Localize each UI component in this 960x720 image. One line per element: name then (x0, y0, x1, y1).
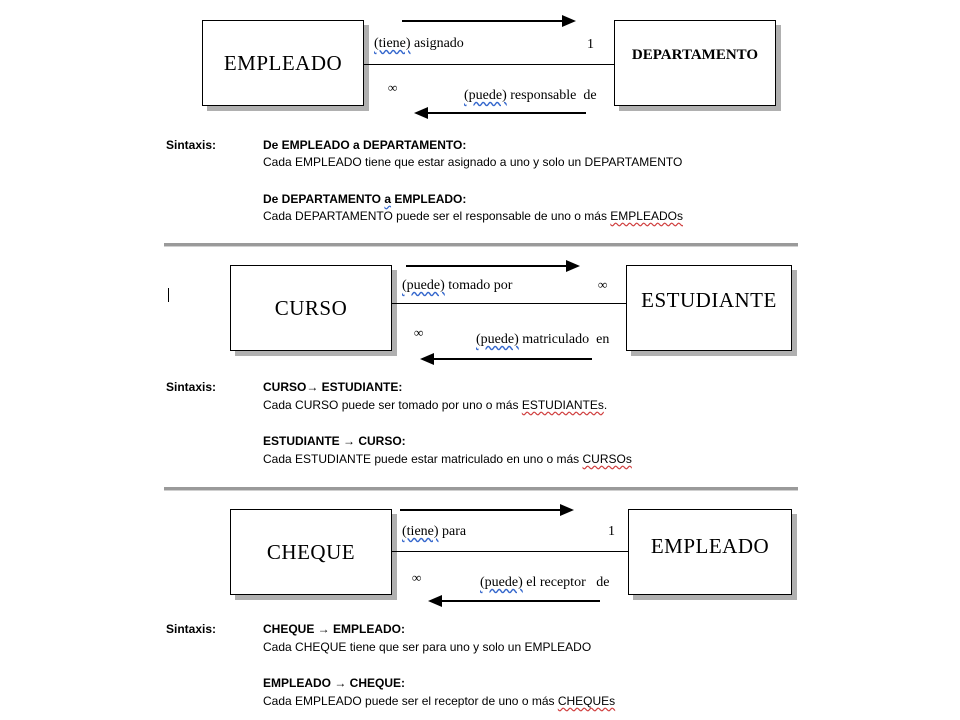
section-divider (164, 243, 798, 247)
arrow-left-head-icon (428, 595, 442, 607)
rule2-title: De DEPARTAMENTO a EMPLEADO: (263, 192, 467, 206)
rule2-title: ESTUDIANTE → CURSO: (263, 434, 406, 448)
arrow-right-head-icon (560, 504, 574, 516)
relationship-line (392, 303, 626, 304)
rule1-title: De EMPLEADO a DEPARTAMENTO: (263, 138, 467, 152)
arrow-right-shaft (402, 20, 564, 22)
relationship-line (392, 551, 628, 552)
rule2-text: Cada DEPARTAMENTO puede ser el responsable de uno o más EMPLEADOs (263, 209, 683, 223)
entity-box-curso (230, 265, 392, 351)
syntax-label: Sintaxis: (166, 622, 217, 636)
section-divider (164, 487, 798, 491)
top-relationship-label: (puede) tomado por (402, 278, 513, 293)
cardinality-bottom: ∞ (414, 325, 424, 340)
arrow-right-head-icon (562, 15, 576, 27)
entity-box-empleado (202, 20, 364, 106)
rule1-title: CURSO→ ESTUDIANTE: (263, 380, 403, 394)
rule2-text: Cada EMPLEADO puede ser el receptor de uno o más CHEQUEs (263, 694, 616, 708)
bottom-relationship-label: (puede) el receptor de (480, 575, 610, 590)
entity-label: ESTUDIANTE (641, 288, 777, 312)
entity-label: EMPLEADO (650, 534, 770, 558)
arrow-right-shaft (400, 509, 562, 511)
rule1-text: Cada CHEQUE tiene que ser para uno y solo un EMPLEADO (263, 640, 592, 654)
rule1-title: CHEQUE → EMPLEADO: (263, 622, 406, 636)
arrow-left-head-icon (414, 107, 428, 119)
text-cursor (168, 288, 169, 302)
rule2-text: Cada ESTUDIANTE puede estar matriculado en uno o más CURSOs (263, 452, 632, 466)
entity-box-departamento (614, 20, 776, 106)
entity-label: DEPARTAMENTO (631, 47, 759, 63)
syntax-label: Sintaxis: (166, 138, 217, 152)
bottom-relationship-label: (puede) matriculado en (476, 332, 610, 347)
cardinality-top: 1 (608, 524, 615, 539)
top-relationship-label: (tiene) asignado (374, 36, 464, 51)
rule2-title: EMPLEADO → CHEQUE: (263, 676, 406, 690)
rule1-text: Cada EMPLEADO tiene que estar asignado a uno y solo un DEPARTAMENTO (263, 155, 683, 169)
arrow-left-shaft (428, 112, 586, 114)
arrow-right-shaft (406, 265, 568, 267)
top-relationship-label: (tiene) para (402, 524, 467, 539)
cardinality-bottom: ∞ (412, 570, 422, 585)
cardinality-bottom: ∞ (388, 80, 398, 95)
entity-label: CURSO (274, 295, 348, 320)
arrow-left-shaft (442, 600, 600, 602)
bottom-relationship-label: (puede) responsable de (464, 88, 597, 103)
entity-box-estudiante (626, 265, 792, 351)
entity-label: EMPLEADO (223, 50, 343, 75)
rule1-text: Cada CURSO puede ser tomado por uno o más ESTUDIANTEs. (263, 398, 608, 412)
cardinality-top: ∞ (598, 277, 608, 292)
syntax-label: Sintaxis: (166, 380, 217, 394)
arrow-right-head-icon (566, 260, 580, 272)
entity-label: CHEQUE (266, 539, 356, 564)
relationship-line (364, 64, 614, 65)
arrow-left-shaft (434, 358, 592, 360)
entity-box-empleado (628, 509, 792, 595)
arrow-left-head-icon (420, 353, 434, 365)
entity-box-cheque (230, 509, 392, 595)
cardinality-top: 1 (587, 37, 594, 52)
